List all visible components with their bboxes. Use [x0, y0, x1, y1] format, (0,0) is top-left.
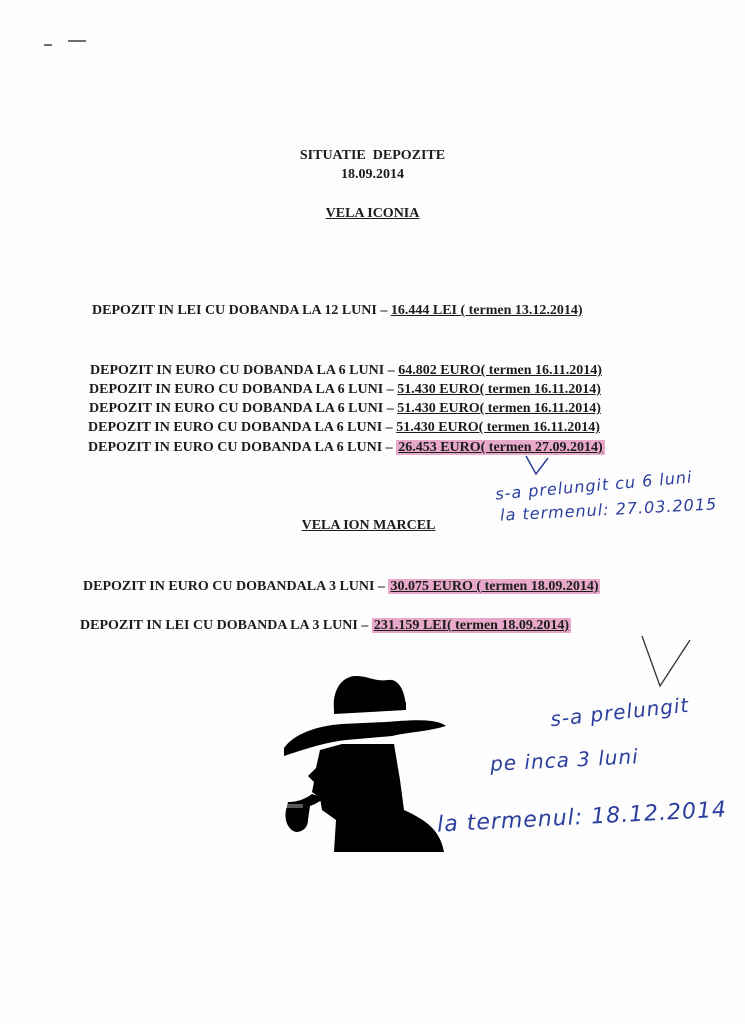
handwritten-note-line: pe inca 3 luni — [489, 744, 640, 776]
deposit-value-highlighted: 231.159 LEI( termen 18.09.2014) — [373, 618, 570, 633]
deposit-value: 51.430 EURO( termen 16.11.2014) — [396, 420, 600, 435]
section-name: VELA ICONIA — [325, 206, 420, 221]
deposit-value: 51.430 EURO( termen 16.11.2014) — [397, 401, 601, 416]
deposit-label: DEPOZIT IN EURO CU DOBANDA LA 6 LUNI – — [89, 401, 398, 416]
deposit-label: DEPOZIT IN LEI CU DOBANDA LA 3 LUNI – — [80, 618, 372, 633]
deposit-label: DEPOZIT IN EURO CU DOBANDA LA 6 LUNI – — [89, 382, 398, 397]
handwritten-note-line: s-a prelungit — [549, 692, 691, 732]
deposit-line — [89, 382, 601, 398]
section-name: VELA ION MARCEL — [301, 518, 436, 533]
deposit-label: DEPOZIT IN EURO CU DOBANDA LA 6 LUNI – — [88, 440, 397, 455]
handwritten-note-line: s-a prelungit cu 6 luni — [494, 467, 694, 504]
section-title-vela-ion-marcel — [0, 518, 741, 534]
page-date: 18.09.2014 — [341, 167, 404, 182]
deposit-line — [80, 618, 571, 634]
section-title-vela-iconia — [0, 206, 745, 222]
deposit-value-highlighted: 30.075 EURO ( termen 18.09.2014) — [390, 579, 599, 594]
deposit-line — [90, 363, 602, 379]
deposit-line — [88, 420, 600, 436]
deposit-label: DEPOZIT IN EURO CU DOBANDA LA 6 LUNI – — [90, 363, 399, 378]
deposit-line — [83, 579, 600, 595]
scan-mark — [44, 44, 52, 46]
deposit-value: 16.444 LEI ( termen 13.12.2014) — [390, 303, 583, 318]
deposit-value-highlighted: 26.453 EURO( termen 27.09.2014) — [398, 440, 603, 455]
deposit-value: 64.802 EURO( termen 16.11.2014) — [398, 363, 602, 378]
page-title: SITUATIE DEPOZITE — [299, 148, 446, 163]
handwritten-note-line: la termenul: 18.12.2014 — [436, 797, 728, 838]
deposit-label: DEPOZIT IN EURO CU DOBANDALA 3 LUNI – — [83, 579, 389, 594]
detective-silhouette-icon — [276, 670, 448, 852]
scan-mark — [68, 40, 86, 42]
deposit-label: DEPOZIT IN LEI CU DOBANDA LA 12 LUNI – — [92, 303, 391, 318]
deposit-label: DEPOZIT IN EURO CU DOBANDA LA 6 LUNI – — [88, 420, 397, 435]
deposit-line — [92, 303, 583, 319]
deposit-value: 51.430 EURO( termen 16.11.2014) — [397, 382, 601, 397]
handwritten-arrow — [636, 632, 696, 692]
deposit-line — [89, 401, 601, 417]
handwritten-note-line: la termenul: 27.03.2015 — [499, 494, 718, 525]
